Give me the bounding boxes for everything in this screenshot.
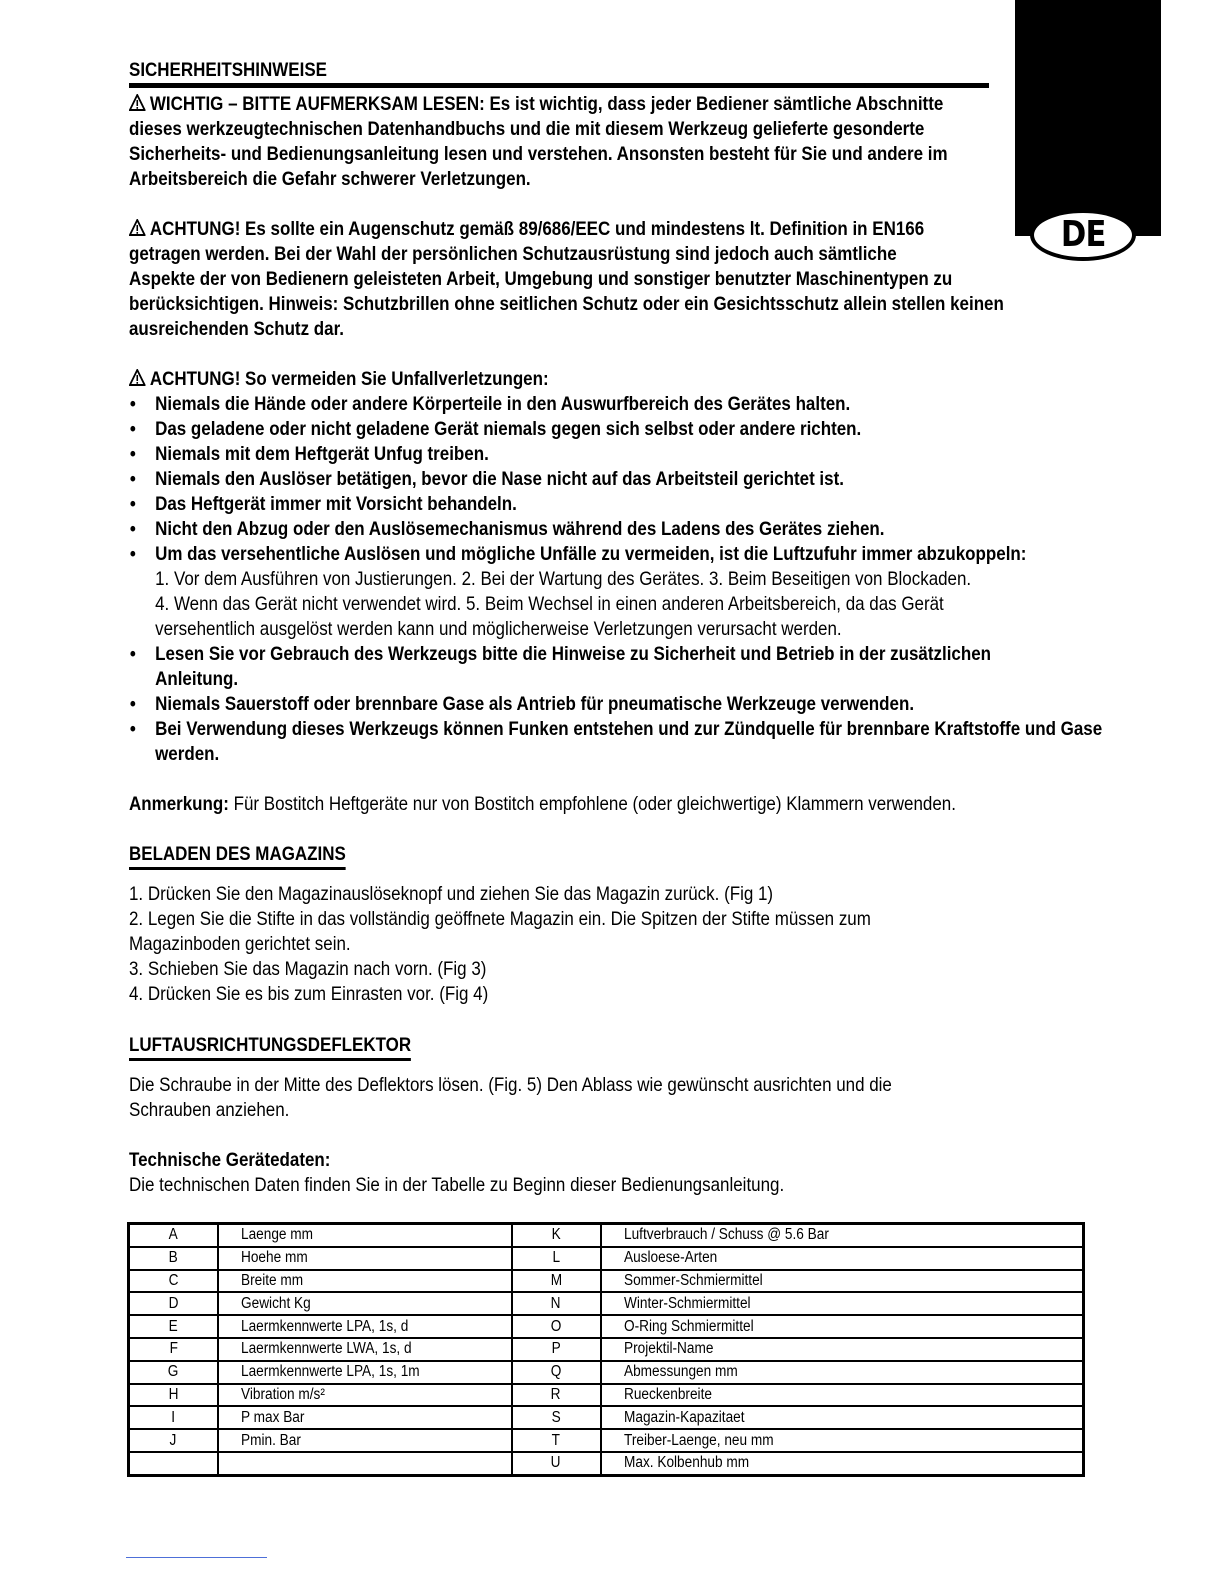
loading-steps: 1. Drücken Sie den Magazinauslöseknopf und ziehen Sie das Magazin zurück. (Fig 1) 2. Legen Sie die Stifte in das vollständig geöffnete Magazin ein. Die Spitzen der Stifte müssen zum Magazinboden gerichtet sein. 3. Schieben Sie das Magazin nach vorn. (Fig 3) 4. Drücken Sie es bis zum Einrasten vor. (Fig 4) <box>129 883 871 1005</box>
table-cell-code: F <box>129 1338 218 1361</box>
table-cell-label: Laermkennwerte LPA, 1s, d <box>218 1315 512 1338</box>
safety-list <box>129 392 1103 767</box>
loading-section-title: BELADEN DES MAGAZINS <box>129 842 346 870</box>
table-cell-label: Luftverbrauch / Schuss @ 5.6 Bar <box>601 1224 1084 1247</box>
table-row <box>129 1270 1084 1293</box>
list-item: • Niemals die Hände oder andere Körperteile in den Auswurfbereich des Gerätes halten. <box>129 392 1086 417</box>
warning-icon <box>129 219 146 236</box>
table-cell-label: Rueckenbreite <box>601 1384 1084 1407</box>
table-cell-label: O-Ring Schmiermittel <box>601 1315 1084 1338</box>
warning-important: WICHTIG – BITTE AUFMERKSAM LESEN: Es ist wichtig, dass jeder Bediener sämtliche Abschnitte dieses werkzeugtechnischen Datenhandbuchs und die mit diesem Werkzeug gelieferte gesonderte Sicherheits- und Bedienungsanleitung lesen und verstehen. Ansonsten besteht für Sie und andere im Arbeitsbereich die Gefahr schwerer Verletzungen. <box>129 93 948 190</box>
table-row <box>129 1292 1084 1315</box>
list-item: • Niemals den Auslöser betätigen, bevor die Nase nicht auf das Arbeitsteil gerichtet ist. <box>129 467 1086 492</box>
warning-eye-protection: ACHTUNG! Es sollte ein Augenschutz gemäß 89/686/EEC und mindestens lt. Definition in EN166 getragen werden. Bei der Wahl der persönlichen Schutzausrüstung sind jedoch auch sämtliche Aspekte der von Bedienern geleisteten Arbeit, Umgebung und sonstiger benutzter Maschinentypen zu berücksichtigen. Hinweis: Schutzbrillen ohne seitlichen Schutz oder ein Gesichtsschutz allein stellen keinen ausreichenden Schutz dar. <box>129 218 1004 340</box>
staples-note: Anmerkung: Für Bostitch Heftgeräte nur von Bostitch empfohlene (oder gleichwertige) Klammern verwenden. <box>129 793 956 815</box>
table-row <box>129 1429 1084 1452</box>
list-item: • Bei Verwendung dieses Werkzeugs können Funken entstehen und zur Zündquelle für brennbare Kraftstoffe und Gase werden. <box>129 717 1103 767</box>
table-row <box>129 1247 1084 1270</box>
table-cell-code: Q <box>512 1361 601 1384</box>
table-cell-label: Vibration m/s² <box>218 1384 512 1407</box>
table-cell-label: Sommer-Schmiermittel <box>601 1270 1084 1293</box>
table-cell-label: Winter-Schmiermittel <box>601 1292 1084 1315</box>
warning-accident-prevention: ACHTUNG! So vermeiden Sie Unfallverletzungen: • Niemals die Hände oder andere Körperteile in den Auswurfbereich des Gerätes halten. • Das geladene oder nicht geladene Gerät niemals gegen sich selbst oder andere richten. • Niemals mit dem Heftgerät Unfug treiben. • Niemals den Auslöser betätigen, bevor die Nase nicht auf das Arbeitsteil gerichtet ist. • Das Heftgerät immer mit Vorsicht behandeln. • Nicht den Abzug oder den Auslösemechanismus während des Ladens des Gerätes ziehen. • Um das versehentliche Auslösen und mögliche Unfälle zu vermeiden, ist die Luftzufuhr immer abzukoppeln: 1. Vor dem Ausführen von Justierungen. 2. Bei der Wartung des Gerätes. 3. Beim Beseitigen von Blockaden. 4. Wenn das Gerät nicht verwendet wird. 5. Beim Wechsel in einen anderen Arbeitsbereich, da das Gerät versehentlich ausgelöst werden kann und möglicherweise Verletzungen verursacht werden. • Lesen Sie vor Gebrauch des Werkzeugs bitte die Hinweise zu Sicherheit und Betrieb in der zusätzlichen Anleitung. • Niemals Sauerstoff oder brennbare Gase als Antrieb für pneumatische Werkzeuge verwenden. • Bei Verwendung dieses Werkzeugs können Funken entstehen und zur Zündquelle für brennbare Kraftstoffe und Gase werden. <box>129 367 1086 767</box>
table-cell-code: J <box>129 1429 218 1452</box>
table-cell-code: D <box>129 1292 218 1315</box>
table-cell-label: Hoehe mm <box>218 1247 512 1270</box>
table-cell-label: Ausloese-Arten <box>601 1247 1084 1270</box>
warning-icon <box>129 94 146 111</box>
table-cell-label: Max. Kolbenhub mm <box>601 1452 1084 1475</box>
table-cell-code: K <box>512 1224 601 1247</box>
table-cell-label: Pmin. Bar <box>218 1429 512 1452</box>
table-cell-code: R <box>512 1384 601 1407</box>
table-cell-label: Abmessungen mm <box>601 1361 1084 1384</box>
spec-table <box>127 1222 1085 1477</box>
table-cell-label: P max Bar <box>218 1406 512 1429</box>
table-row <box>129 1384 1084 1407</box>
table-cell-code: L <box>512 1247 601 1270</box>
deflector-text: Die Schraube in der Mitte des Deflektors lösen. (Fig. 5) Den Ablass wie gewünscht ausrichten und die Schrauben anziehen. <box>129 1074 892 1121</box>
table-cell-code: B <box>129 1247 218 1270</box>
table-row <box>129 1224 1084 1247</box>
table-cell-code: U <box>512 1452 601 1475</box>
language-label: DE <box>1060 214 1106 255</box>
list-item: • Nicht den Abzug oder den Auslösemechanismus während des Ladens des Gerätes ziehen. <box>129 517 1086 542</box>
table-cell-label: Laermkennwerte LPA, 1s, 1m <box>218 1361 512 1384</box>
table-cell-label: Gewicht Kg <box>218 1292 512 1315</box>
list-item: • Das geladene oder nicht geladene Gerät niemals gegen sich selbst oder andere richten. <box>129 417 1086 442</box>
list-item: • Lesen Sie vor Gebrauch des Werkzeugs bitte die Hinweise zu Sicherheit und Betrieb in der zusätzlichen Anleitung. <box>129 642 1043 692</box>
list-item: • Um das versehentliche Auslösen und mögliche Unfälle zu vermeiden, ist die Luftzufuhr immer abzukoppeln: 1. Vor dem Ausführen von Justierungen. 2. Bei der Wartung des Gerätes. 3. Beim Beseitigen von Blockaden. 4. Wenn das Gerät nicht verwendet wird. 5. Beim Wechsel in einen anderen Arbeitsbereich, da das Gerät versehentlich ausgelöst werden kann und möglicherweise Verletzungen verursacht werden. <box>129 542 1086 642</box>
table-cell-code: I <box>129 1406 218 1429</box>
table-cell-code: M <box>512 1270 601 1293</box>
deflector-section-title: LUFTAUSRICHTUNGSDEFLEKTOR <box>129 1033 411 1061</box>
table-cell-label: Projektil-Name <box>601 1338 1084 1361</box>
header-rule <box>129 58 989 88</box>
table-cell-code: A <box>129 1224 218 1247</box>
table-cell-code: C <box>129 1270 218 1293</box>
table-cell-label: Magazin-Kapazitaet <box>601 1406 1084 1429</box>
table-cell-code: S <box>512 1406 601 1429</box>
list-item: • Niemals mit dem Heftgerät Unfug treiben. <box>129 442 1086 467</box>
table-cell-label: Laenge mm <box>218 1224 512 1247</box>
table-cell-code: N <box>512 1292 601 1315</box>
table-row <box>129 1315 1084 1338</box>
table-cell-label: Breite mm <box>218 1270 512 1293</box>
table-cell-code: T <box>512 1429 601 1452</box>
tech-data-text: Die technischen Daten finden Sie in der Tabelle zu Beginn dieser Bedienungsanleitung. <box>129 1174 785 1196</box>
table-cell-label: Treiber-Laenge, neu mm <box>601 1429 1084 1452</box>
table-row <box>129 1406 1084 1429</box>
disconnect-air-cases: 1. Vor dem Ausführen von Justierungen. 2. Bei der Wartung des Gerätes. 3. Beim Beseitigen von Blockaden. 4. Wenn das Gerät nicht verwendet wird. 5. Beim Wechsel in einen anderen Arbeitsbereich, da das Gerät versehentlich ausgelöst werden kann und möglicherweise Verletzungen verursacht werden. <box>155 568 972 640</box>
table-cell-code: E <box>129 1315 218 1338</box>
list-item: • Das Heftgerät immer mit Vorsicht behandeln. <box>129 492 1086 517</box>
table-cell-code: H <box>129 1384 218 1407</box>
tech-data-title: Technische Gerätedaten: <box>129 1149 331 1171</box>
table-cell-label: Laermkennwerte LWA, 1s, d <box>218 1338 512 1361</box>
page-title: SICHERHEITSHINWEISE <box>129 59 327 81</box>
table-cell-label <box>218 1452 512 1475</box>
table-row <box>129 1338 1084 1361</box>
table-cell-code <box>129 1452 218 1475</box>
footer-rule <box>126 1557 267 1558</box>
warning-icon <box>129 369 146 386</box>
list-item: • Niemals Sauerstoff oder brennbare Gase als Antrieb für pneumatische Werkzeuge verwenden. <box>129 692 1086 717</box>
table-cell-code: O <box>512 1315 601 1338</box>
table-row <box>129 1452 1084 1475</box>
table-row <box>129 1361 1084 1384</box>
document-body <box>129 58 1103 1198</box>
table-cell-code: P <box>512 1338 601 1361</box>
table-cell-code: G <box>129 1361 218 1384</box>
